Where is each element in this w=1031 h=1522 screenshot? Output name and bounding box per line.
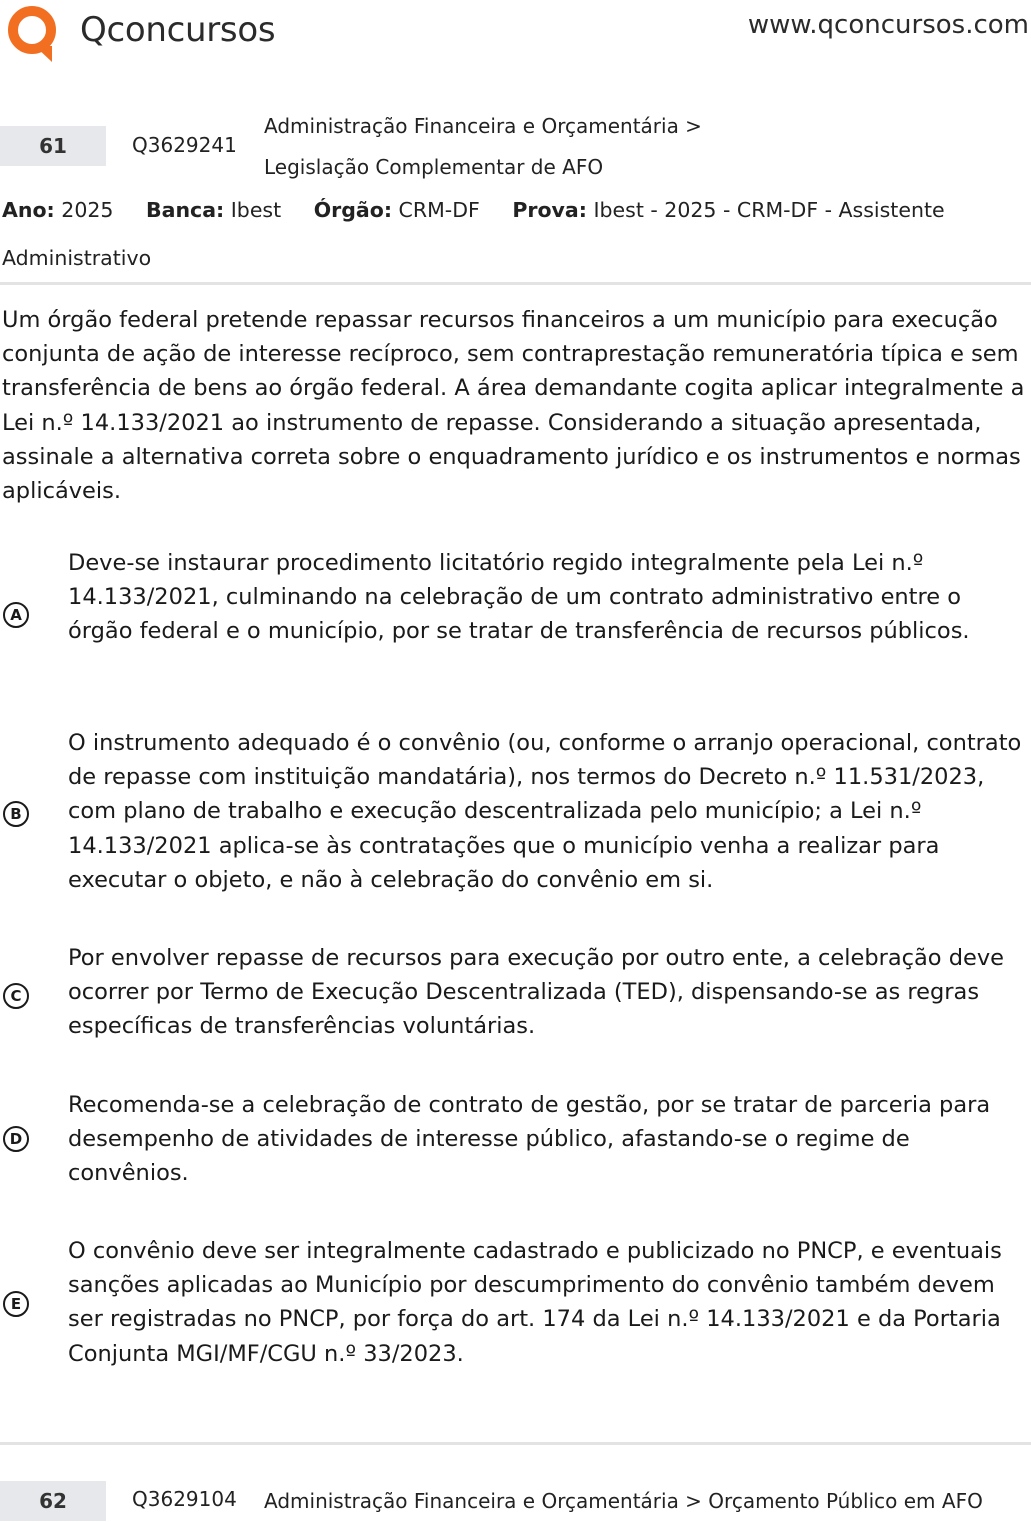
ano-value: 2025 xyxy=(61,198,114,222)
question-number: 61 xyxy=(0,126,106,166)
option-text-c: Por envolver repasse de recursos para execução por outro ente, a celebração deve ocorrer por Termo de Execução Descentralizada (TED), dispensando-se as regras específicas de transferências voluntárias. xyxy=(68,945,1005,1040)
option-letter-e[interactable]: E xyxy=(3,1291,29,1317)
question-meta xyxy=(2,186,1022,282)
option-letter-b[interactable]: B xyxy=(3,801,29,827)
site-url[interactable]: www.qconcursos.com xyxy=(747,10,1029,40)
qconcursos-logo-icon[interactable] xyxy=(2,2,64,64)
option-letter-a[interactable]: A xyxy=(3,602,29,628)
subject-line-2: Legislação Complementar de AFO xyxy=(264,155,604,179)
question-id[interactable]: Q3629241 xyxy=(132,133,237,157)
option-text-d: Recomenda-se a celebração de contrato de gestão, por se tratar de parceria para desempenho de atividades de interesse público, afastando-se o regime de convênios. xyxy=(68,1092,991,1187)
option-text-e: O convênio deve ser integralmente cadastrado e publicizado no PNCP, e eventuais sanções aplicadas ao Município por descumprimento do convênio também devem ser registradas no PNCP, por força do art. 174 da Lei n.º 14.133/2021 e da Portaria Conjunta MGI/MF/CGU n.º 33/2023. xyxy=(68,1238,1002,1367)
divider-top xyxy=(0,282,1031,285)
question-subject[interactable] xyxy=(264,106,702,188)
next-question-number: 62 xyxy=(0,1481,106,1521)
banca-value: Ibest xyxy=(230,198,282,222)
next-question-id[interactable]: Q3629104 xyxy=(132,1487,237,1511)
orgao-label: Órgão: xyxy=(313,198,393,222)
prova-label: Prova: xyxy=(512,198,587,222)
subject-line-1: Administração Financeira e Orçamentária > xyxy=(264,114,702,138)
orgao-value: CRM-DF xyxy=(398,198,480,222)
option-text-b: O instrumento adequado é o convênio (ou, conforme o arranjo operacional, contrato de repasse com instituição mandatária), nos termos do Decreto n.º 11.531/2023, com plano de trabalho e execução descentralizada pelo município; a Lei n.º 14.133/2021 aplica-se às contratações que o município venha a realizar para executar o objeto, e não à celebração do convênio em si. xyxy=(68,730,1022,893)
banca-label: Banca: xyxy=(145,198,225,222)
question-statement: Um órgão federal pretende repassar recursos financeiros a um município para execução conjunta de ação de interesse recíproco, sem contraprestação remuneratória típica e sem transferência de bens ao órgão federal. A área demandante cogita aplicar integralmente a Lei n.º 14.133/2021 ao instrumento de repasse. Considerando a situação apresentada, assinale a alternativa correta sobre o enquadramento jurídico e os instrumentos e normas aplicáveis. xyxy=(2,307,1025,505)
brand-name[interactable]: Qconcursos xyxy=(80,10,276,50)
option-letter-c[interactable]: C xyxy=(3,983,29,1009)
prova-value: Ibest - 2025 - CRM-DF - Assistente Administrativo xyxy=(2,198,945,270)
divider-bottom xyxy=(0,1442,1031,1445)
option-letter-d[interactable]: D xyxy=(3,1126,29,1152)
next-question-subject[interactable]: Administração Financeira e Orçamentária > Orçamento Público em AFO xyxy=(264,1489,983,1513)
ano-label: Ano: xyxy=(2,198,55,222)
page-header xyxy=(0,0,1031,70)
option-text-a: Deve-se instaurar procedimento licitatório regido integralmente pela Lei n.º 14.133/2021, culminando na celebração de um contrato administrativo entre o órgão federal e o município, por se tratar de transferência de recursos públicos. xyxy=(68,550,970,645)
